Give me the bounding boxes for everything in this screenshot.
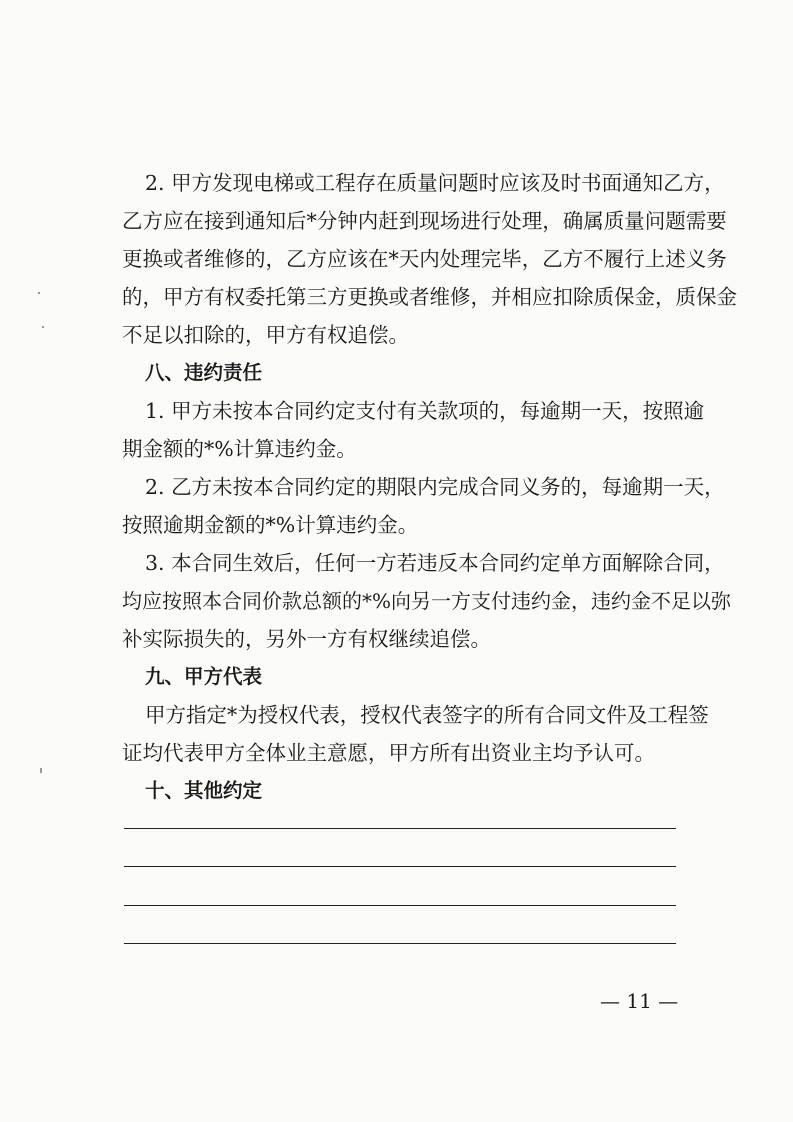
paragraph-line: 证均代表甲方全体业主意愿，甲方所有出资业主均予认可。 [122,741,655,765]
section-heading: 十、其他约定 [145,779,263,802]
scan-speck [40,768,42,773]
page-number: — 11 — [600,989,679,1013]
paragraph-line: 均应按照本合同价款总额的*%向另一方支付违约金，违约金不足以弥 [122,589,732,613]
section-heading: 八、违约责任 [145,361,263,384]
blank-fill-line [124,905,676,906]
paragraph-line: 补实际损失的，另外一方有权继续追偿。 [122,627,491,651]
blank-fill-line [124,828,676,829]
blank-fill-line [124,866,676,867]
paragraph-line: 2. 甲方发现电梯或工程存在质量问题时应该及时书面通知乙方， [145,171,725,195]
paragraph-line: 3. 本合同生效后，任何一方若违反本合同约定单方面解除合同， [145,551,725,575]
section-heading: 九、甲方代表 [145,665,263,688]
paragraph-line: 的，甲方有权委托第三方更换或者维修，并相应扣除质保金，质保金 [122,285,737,309]
paragraph-line: 更换或者维修的，乙方应该在*天内处理完毕，乙方不履行上述义务 [122,247,727,271]
paragraph-line: 按照逾期金额的*%计算违约金。 [122,513,419,537]
scan-speck [38,292,40,294]
paragraph-line: 1. 甲方未按本合同约定支付有关款项的，每逾期一天，按照逾 [145,399,705,423]
paragraph-line: 期金额的*%计算违约金。 [122,437,357,461]
paragraph-line: 乙方应在接到通知后*分钟内赶到现场进行处理，确属质量问题需要 [122,209,727,233]
scan-speck [42,326,44,328]
paragraph-line: 甲方指定*为授权代表，授权代表签字的所有合同文件及工程签 [145,703,709,727]
paragraph-line: 不足以扣除的，甲方有权追偿。 [122,323,409,347]
paragraph-line: 2. 乙方未按本合同约定的期限内完成合同义务的，每逾期一天， [145,475,725,499]
blank-fill-line [124,943,676,944]
